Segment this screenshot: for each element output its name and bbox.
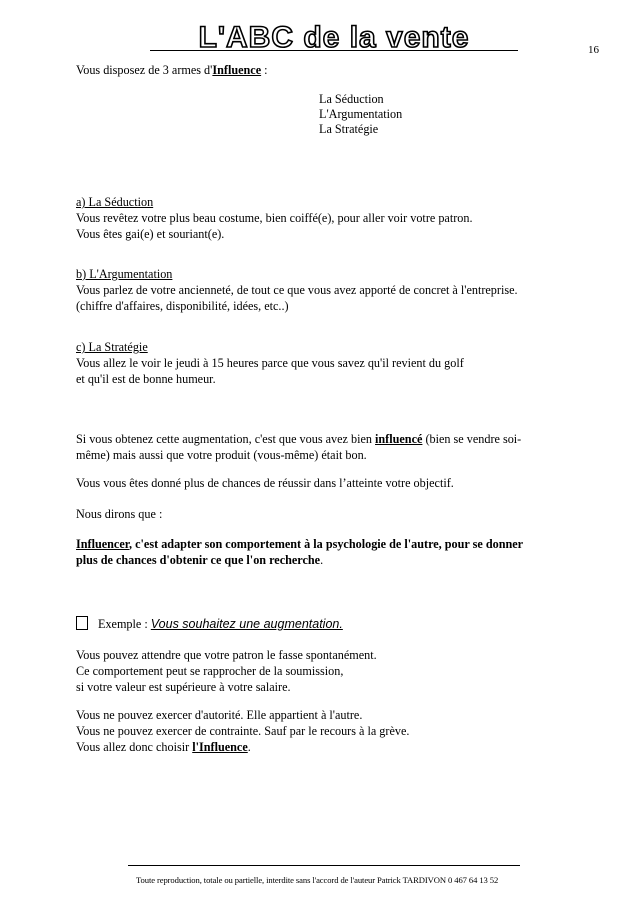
header-logo-text: L'ABC de la vente <box>198 22 470 52</box>
section-seduction <box>76 194 576 242</box>
footer-rule <box>128 865 520 866</box>
bullet-box-icon <box>76 616 88 630</box>
definition-paragraph <box>76 536 576 568</box>
footer-text: Toute reproduction, totale ou partielle, interdite sans l'accord de l'auteur Patrick TARDIVON 0 467 64 13 52 <box>136 875 499 885</box>
influence-paragraph <box>76 431 576 463</box>
section-line: Vous revêtez votre plus beau costume, bien coiffé(e), pour aller voir votre patron. <box>76 211 473 225</box>
arm-item: La Séduction <box>319 92 384 106</box>
we-say-line: Nous dirons que : <box>76 507 163 521</box>
page-number: 16 <box>588 44 599 56</box>
definition-end: . <box>320 553 324 567</box>
intro-keyword: Influence <box>212 63 262 77</box>
header-rule <box>150 50 518 51</box>
section-line: Vous êtes gai(e) et souriant(e). <box>76 227 225 241</box>
cannot-line: Vous ne pouvez exercer d'autorité. Elle appartient à l'autre. <box>76 708 363 722</box>
example-label: Exemple : <box>98 617 151 631</box>
section-line: et qu'il est de bonne humeur. <box>76 372 216 386</box>
cannot-paragraph <box>76 707 576 755</box>
section-line: (chiffre d'affaires, disponibilité, idées, etc..) <box>76 299 289 313</box>
intro-line <box>76 62 576 78</box>
definition-rest: , c'est adapter son comportement à la psychologie de l'autre, pour se donner <box>129 537 524 551</box>
section-strategie <box>76 339 576 387</box>
influence-prefix: Si vous obtenez cette augmentation, c'est que vous avez bien <box>76 432 376 446</box>
wait-line: Vous pouvez attendre que votre patron le fasse spontanément. <box>76 648 377 662</box>
intro-prefix: Vous disposez de 3 armes d' <box>76 63 213 77</box>
influence-keyword: influencé <box>375 432 423 446</box>
given-paragraph: Vous vous êtes donné plus de chances de réussir dans l’atteinte votre objectif. <box>76 476 454 490</box>
arms-list <box>319 91 402 136</box>
section-title: b) L'Argumentation <box>76 267 173 281</box>
cannot-suffix: . <box>247 740 251 754</box>
example-line <box>76 616 343 632</box>
influence-suffix: (bien se vendre soi- <box>422 432 522 446</box>
cannot-keyword: l'Influence <box>192 740 248 754</box>
section-argumentation <box>76 266 576 314</box>
arm-item: La Stratégie <box>319 122 379 136</box>
influence-line-2: même) mais aussi que votre produit (vous-même) était bon. <box>76 448 367 462</box>
cannot-line: Vous ne pouvez exercer de contrainte. Sauf par le recours à la grève. <box>76 724 410 738</box>
section-title: c) La Stratégie <box>76 340 148 354</box>
definition-keyword: Influencer <box>76 537 130 551</box>
wait-line: si votre valeur est supérieure à votre salaire. <box>76 680 291 694</box>
example-text: Vous souhaitez une augmentation. <box>150 617 343 631</box>
cannot-prefix: Vous allez donc choisir <box>76 740 193 754</box>
definition-line-2: plus de chances d'obtenir ce que l'on recherche <box>76 553 321 567</box>
section-line: Vous parlez de votre ancienneté, de tout ce que vous avez apporté de concret à l'entreprise. <box>76 283 518 297</box>
header-logo <box>150 22 518 52</box>
section-title: a) La Séduction <box>76 195 154 209</box>
intro-suffix: : <box>261 63 268 77</box>
arm-item: L'Argumentation <box>319 107 403 121</box>
wait-line: Ce comportement peut se rapprocher de la soumission, <box>76 664 344 678</box>
section-line: Vous allez le voir le jeudi à 15 heures parce que vous savez qu'il revient du golf <box>76 356 464 370</box>
wait-paragraph <box>76 647 576 695</box>
